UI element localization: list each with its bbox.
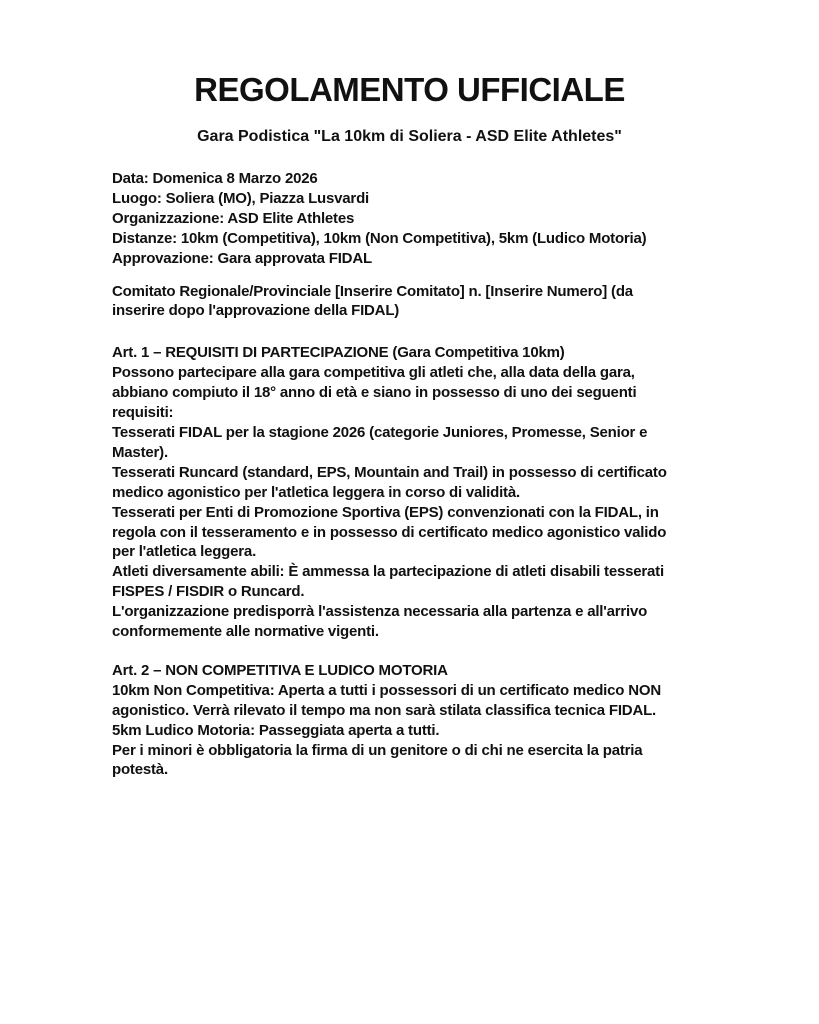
text-line: conformemente alle normative vigenti. [112,623,379,641]
text-line: 10km Non Competitiva: Aperta a tutti i possessori di un certificato medico NON [112,681,661,699]
page-title: REGOLAMENTO UFFICIALE [194,71,625,108]
text-line: Comitato Regionale/Provinciale [Inserire Comitato] n. [Inserire Numero] (da [112,282,633,300]
text-line: Tesserati per Enti di Promozione Sportiva (EPS) convenzionati con la FIDAL, in [112,503,659,521]
text-line: abbiano compiuto il 18° anno di età e siano in possesso di uno dei seguenti [112,384,637,402]
text-line: L'organizzazione predisporrà l'assistenza necessaria alla partenza e all'arrivo [112,603,648,621]
article-1-heading: Art. 1 – REQUISITI DI PARTECIPAZIONE (Gara Competitiva 10km) [112,344,565,362]
text-line: Per i minori è obbligatoria la firma di un genitore o di chi ne esercita la patria [112,741,643,759]
text-line: per l'atletica leggera. [112,543,257,561]
text-line: agonistico. Verrà rilevato il tempo ma non sarà stilata classifica tecnica FIDAL. [112,701,657,719]
article-2-heading: Art. 2 – NON COMPETITIVA E LUDICO MOTORIA [112,661,448,679]
text-line: Organizzazione: ASD Elite Athletes [112,209,355,227]
committee-paragraph [112,282,819,322]
text-line: medico agonistico per l'atletica leggera in corso di validità. [112,483,520,501]
text-line: regola con il tesseramento e in possesso di certificato medico agonistico valido [112,523,667,541]
text-line: Possono partecipare alla gara competitiva gli atleti che, alla data della gara, [112,364,635,382]
article-2-section [112,661,819,780]
event-info-block [112,169,819,269]
text-line: Luogo: Soliera (MO), Piazza Lusvardi [112,189,369,207]
text-line: FISPES / FISDIR o Runcard. [112,583,305,601]
text-line: potestà. [112,761,168,779]
page-subtitle: Gara Podistica "La 10km di Soliera - ASD Elite Athletes" [197,128,622,145]
document-body [0,169,819,780]
text-line: Master). [112,443,168,461]
text-line: Distanze: 10km (Competitiva), 10km (Non Competitiva), 5km (Ludico Motoria) [112,229,647,247]
text-line: Data: Domenica 8 Marzo 2026 [112,170,318,187]
text-line: 5km Ludico Motoria: Passeggiata aperta a tutti. [112,721,440,739]
text-line: Tesserati FIDAL per la stagione 2026 (categorie Juniores, Promesse, Senior e [112,423,648,441]
text-line: inserire dopo l'approvazione della FIDAL) [112,302,400,320]
text-line: Atleti diversamente abili: È ammessa la partecipazione di atleti disabili tesserati [112,563,664,581]
text-line: Tesserati Runcard (standard, EPS, Mountain and Trail) in possesso di certificato [112,463,667,481]
text-line: requisiti: [112,404,174,422]
article-1-section [112,343,819,642]
text-line: Approvazione: Gara approvata FIDAL [112,249,372,267]
